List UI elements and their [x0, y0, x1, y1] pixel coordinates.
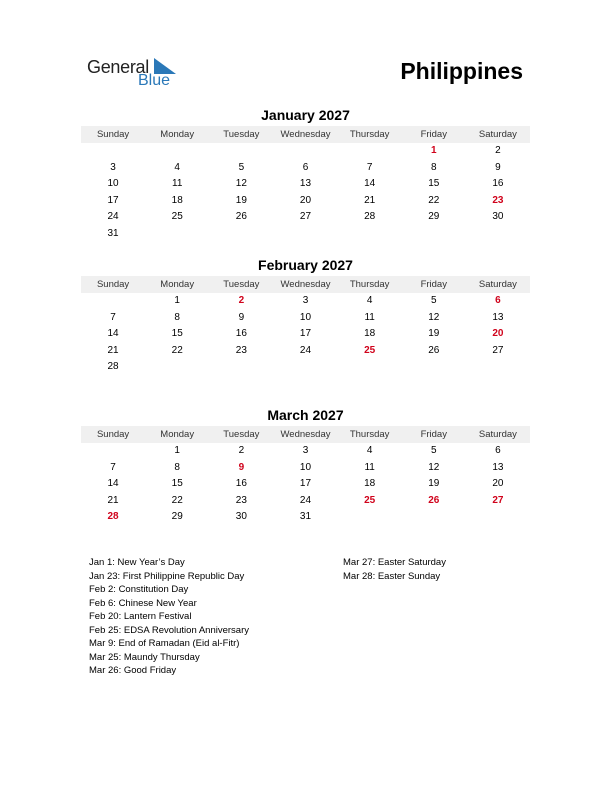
day-cell: 25 [171, 211, 183, 222]
weekday-label: Friday [420, 129, 447, 140]
weekday-label: Tuesday [223, 129, 260, 140]
day-cell: 6 [302, 161, 309, 173]
week-row [81, 343, 530, 360]
day-cell: 5 [430, 295, 437, 306]
holiday-day-cell: 27 [492, 494, 504, 506]
holiday-day-cell: 1 [430, 145, 437, 156]
brand-name-blue: Blue [138, 72, 171, 89]
holiday-entry: Jan 23: First Philippine Republic Day [89, 570, 245, 582]
holiday-day-cell: 20 [492, 328, 504, 339]
day-cell: 4 [366, 295, 373, 306]
week-row [81, 176, 530, 193]
day-cell: 11 [364, 311, 375, 323]
day-cell: 31 [299, 511, 312, 522]
day-cell: 12 [235, 178, 247, 189]
month-title: February 2027 [258, 257, 353, 273]
day-cell: 15 [171, 478, 183, 489]
day-cell: 3 [302, 445, 309, 456]
day-cell: 17 [107, 194, 119, 206]
weekday-label: Friday [420, 429, 447, 440]
weekday-label: Saturday [478, 129, 517, 140]
day-cell: 26 [235, 211, 247, 222]
day-cell: 16 [235, 328, 247, 339]
weekday-label: Wednesday [280, 129, 331, 140]
day-cell: 17 [299, 478, 312, 489]
week-row [81, 143, 530, 160]
empty-day-cell [402, 359, 466, 376]
day-cell: 22 [171, 344, 183, 356]
empty-day-cell [145, 359, 209, 376]
day-cell: 27 [492, 344, 504, 356]
empty-day-cell [338, 143, 402, 160]
day-cell: 13 [492, 311, 504, 323]
weekday-label: Wednesday [280, 429, 331, 440]
day-cell: 15 [428, 178, 440, 189]
day-cell: 19 [428, 478, 440, 489]
day-cell: 31 [107, 227, 119, 239]
day-cell: 5 [238, 161, 245, 173]
day-cell: 9 [495, 161, 501, 173]
empty-day-cell [209, 359, 273, 376]
empty-day-cell [338, 509, 402, 526]
day-cell: 28 [364, 211, 376, 222]
day-cell: 14 [107, 478, 119, 489]
holiday-entry: Jan 1: New Year’s Day [89, 557, 185, 568]
day-cell: 11 [364, 461, 375, 473]
week-row [81, 193, 530, 210]
day-cell: 8 [174, 461, 180, 473]
empty-day-cell [81, 143, 145, 160]
day-cell: 13 [299, 178, 312, 189]
day-cell: 24 [107, 211, 119, 222]
weekday-label: Sunday [96, 429, 130, 440]
brand-name-general: General [87, 57, 149, 77]
holiday-list-right [343, 556, 446, 583]
month-march [81, 406, 530, 526]
holiday-entry: Mar 9: End of Ramadan (Eid al-Fitr) [89, 638, 240, 649]
empty-day-cell [338, 226, 402, 243]
empty-day-cell [81, 443, 145, 460]
day-cell: 30 [235, 511, 247, 522]
day-cell: 20 [492, 478, 504, 489]
week-row [81, 476, 530, 493]
day-cell: 20 [299, 194, 312, 206]
day-cell: 28 [107, 361, 119, 372]
month-title: March 2027 [267, 407, 344, 423]
day-cell: 21 [107, 344, 119, 356]
day-cell: 4 [366, 445, 373, 456]
day-cell: 14 [364, 178, 376, 189]
weekday-label: Monday [160, 279, 195, 290]
week-row [81, 326, 530, 343]
day-cell: 26 [428, 344, 440, 356]
weekday-label: Saturday [478, 429, 517, 440]
weekday-label: Tuesday [223, 279, 260, 290]
holiday-entry: Mar 25: Maundy Thursday [89, 651, 200, 663]
day-cell: 9 [238, 311, 245, 323]
week-row [81, 310, 530, 327]
weekday-label: Sunday [96, 129, 130, 140]
day-cell: 7 [110, 311, 116, 323]
empty-day-cell [273, 143, 337, 160]
empty-day-cell [145, 143, 209, 160]
holiday-day-cell: 23 [492, 194, 504, 206]
empty-day-cell [402, 509, 466, 526]
day-cell: 8 [174, 311, 180, 323]
day-cell: 12 [428, 461, 440, 473]
holiday-day-cell: 6 [495, 295, 501, 306]
empty-day-cell [273, 359, 337, 376]
day-cell: 29 [428, 211, 440, 222]
week-row [81, 493, 530, 510]
weekday-label: Thursday [349, 429, 390, 440]
holiday-entry: Feb 25: EDSA Revolution Anniversary [89, 624, 250, 636]
day-cell: 14 [107, 328, 119, 339]
weekday-label: Friday [420, 279, 447, 290]
day-cell: 21 [364, 194, 376, 206]
day-cell: 1 [174, 295, 180, 306]
day-cell: 7 [110, 461, 116, 473]
week-row [81, 443, 530, 460]
day-cell: 1 [174, 445, 180, 456]
weekday-header-row [81, 126, 530, 143]
empty-day-cell [466, 359, 530, 376]
day-cell: 29 [171, 511, 183, 522]
holiday-day-cell: 9 [238, 461, 245, 473]
holiday-day-cell: 25 [364, 494, 376, 506]
brand-logo [87, 57, 187, 93]
empty-day-cell [402, 226, 466, 243]
day-cell: 3 [110, 161, 116, 173]
holiday-day-cell: 2 [238, 295, 245, 306]
holiday-list-left [89, 556, 249, 678]
holiday-entry: Feb 20: Lantern Festival [89, 611, 192, 622]
week-row [81, 226, 530, 243]
holiday-day-cell: 28 [107, 511, 119, 522]
day-cell: 5 [430, 445, 437, 456]
holiday-entry: Mar 26: Good Friday [89, 665, 177, 676]
day-cell: 11 [172, 178, 183, 189]
day-cell: 10 [299, 461, 312, 473]
day-cell: 27 [299, 211, 312, 222]
week-row [81, 209, 530, 226]
country-title: Philippines [400, 58, 523, 84]
day-cell: 18 [364, 478, 376, 489]
month-february [81, 256, 530, 376]
holiday-entry: Feb 2: Constitution Day [89, 584, 189, 595]
day-cell: 15 [171, 328, 183, 339]
day-cell: 22 [171, 494, 183, 506]
day-cell: 2 [238, 445, 245, 456]
weekday-label: Monday [160, 129, 195, 140]
day-cell: 10 [107, 178, 119, 189]
weekday-header-row [81, 276, 530, 293]
empty-day-cell [81, 293, 145, 310]
day-cell: 23 [235, 494, 247, 506]
day-cell: 24 [299, 344, 312, 356]
weekday-header-row [81, 426, 530, 443]
weekday-label: Tuesday [223, 429, 260, 440]
holiday-day-cell: 26 [428, 494, 440, 506]
day-cell: 3 [302, 295, 309, 306]
month-january [81, 106, 530, 242]
day-cell: 2 [495, 145, 501, 156]
weekday-label: Thursday [349, 129, 390, 140]
weekday-label: Wednesday [280, 279, 331, 290]
day-cell: 10 [299, 311, 312, 323]
holiday-entry: Mar 28: Easter Sunday [343, 570, 441, 582]
month-title: January 2027 [261, 107, 350, 123]
holiday-day-cell: 25 [364, 344, 376, 356]
day-cell: 19 [428, 328, 440, 339]
weekday-label: Sunday [96, 279, 130, 290]
empty-day-cell [209, 226, 273, 243]
week-row [81, 359, 530, 376]
day-cell: 12 [428, 311, 440, 323]
day-cell: 13 [492, 461, 504, 473]
day-cell: 22 [428, 194, 440, 206]
holiday-entry: Mar 27: Easter Saturday [343, 557, 446, 568]
empty-day-cell [273, 226, 337, 243]
empty-day-cell [466, 509, 530, 526]
day-cell: 30 [492, 211, 504, 222]
day-cell: 6 [495, 445, 501, 456]
week-row [81, 509, 530, 526]
day-cell: 18 [171, 194, 183, 206]
day-cell: 4 [174, 161, 180, 173]
week-row [81, 460, 530, 477]
empty-day-cell [466, 226, 530, 243]
weekday-label: Saturday [478, 279, 517, 290]
week-row [81, 160, 530, 177]
day-cell: 7 [366, 161, 373, 173]
week-row [81, 293, 530, 310]
holiday-entry: Feb 6: Chinese New Year [89, 597, 197, 609]
weekday-label: Thursday [349, 279, 390, 290]
day-cell: 18 [364, 328, 376, 339]
weekday-label: Monday [160, 429, 195, 440]
day-cell: 16 [492, 178, 504, 189]
day-cell: 16 [235, 478, 247, 489]
day-cell: 21 [107, 494, 119, 506]
empty-day-cell [145, 226, 209, 243]
empty-day-cell [209, 143, 273, 160]
day-cell: 17 [299, 328, 312, 339]
day-cell: 19 [235, 194, 247, 206]
day-cell: 8 [430, 161, 437, 173]
empty-day-cell [338, 359, 402, 376]
day-cell: 24 [299, 494, 312, 506]
day-cell: 23 [235, 344, 247, 356]
